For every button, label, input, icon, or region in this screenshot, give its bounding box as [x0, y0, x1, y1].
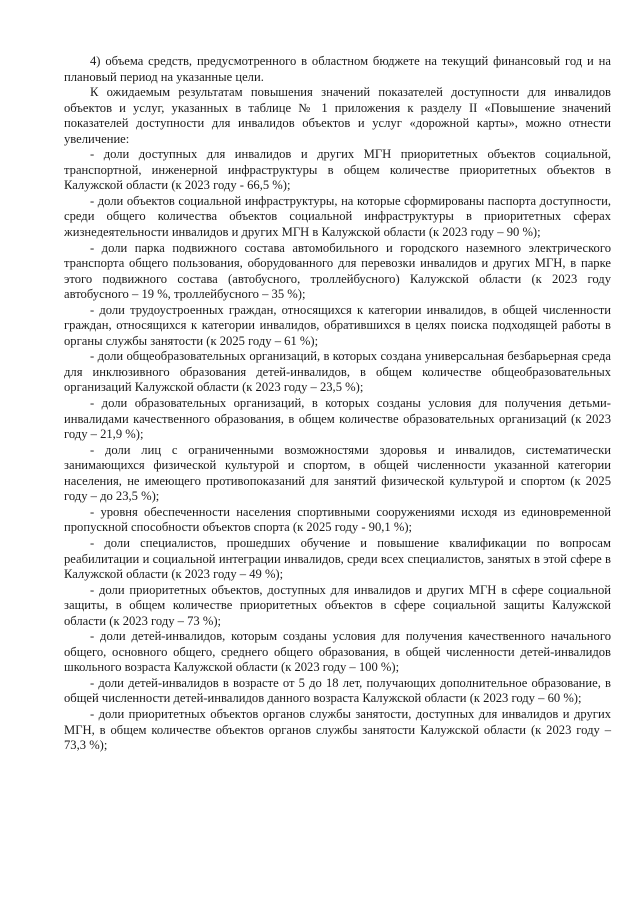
list-item-accessibility-passports: - доли объектов социальной инфраструктуры, на которые сформированы паспорта доступности, среди общего количества объектов социальной инфраструктуры в приоритетных сферах жизнедеятельности инвалидов и других МГН в Калужской области (к 2023 году – 90 %);	[64, 193, 611, 240]
list-item-employment-service-objects: - доли приоритетных объектов органов службы занятости, доступных для инвалидов и других МГН, в общем количестве объектов органов службы занятости Калужской области (к 2023 году – 73,3 %);	[64, 706, 611, 753]
list-item-specialists-training: - доли специалистов, прошедших обучение и повышение квалификации по вопросам реабилитации и социальной интеграции инвалидов, среди всех специалистов, занятых в этой сфере в Калужской области (к 2023 году – 49 %);	[64, 535, 611, 582]
list-item-general-education: - доли общеобразовательных организаций, в которых создана универсальная безбарьерная среда для инклюзивного образования детей-инвалидов, в общем количестве общеобразовательных организаций Калужской области (к 2023 году – 23,5 %);	[64, 349, 611, 395]
list-item-physical-culture: - доли лиц с ограниченными возможностями здоровья и инвалидов, систематически занимающихся физической культурой и спортом, в общей численности указанной категории населения, не имеющего противопоказаний для занятий физической культурой и спортом (к 2025 году – до 23,5 %);	[64, 442, 611, 504]
list-item-transport-fleet: - доли парка подвижного состава автомобильного и городского наземного электрического транспорта общего пользования, оборудованного для перевозки инвалидов и других МГН, в парке этого подвижного состава (автобусного, троллейбусного) Калужской области (к 2023 году автобусного – 19 %, троллейбусного – 35 %);	[64, 240, 611, 302]
list-item-social-protection-objects: - доли приоритетных объектов, доступных для инвалидов и других МГН в сфере социальной защиты, в общем количестве приоритетных объектов в сфере социальной защиты Калужской области (к 2023 году – 73 %);	[64, 582, 611, 628]
paragraph-expected-results: К ожидаемым результатам повышения значений показателей доступности для инвалидов объектов и услуг, указанных в таблице № 1 приложения к разделу II «Повышение значений показателей доступности для инвалидов объектов и услуг «дорожной карты», можно отнести увеличение:	[64, 85, 611, 146]
list-item-sports-facilities: - уровня обеспеченности населения спортивными сооружениями исходя из единовременной пропускной способности объектов спорта (к 2025 году - 90,1 %);	[64, 504, 611, 535]
list-item-employed-citizens: - доли трудоустроенных граждан, относящихся к категории инвалидов, в общей численности граждан, относящихся к категории инвалидов, обратившихся в целях поиска подходящей работы в органы службы занятости (к 2025 году – 61 %);	[64, 302, 611, 348]
list-item-school-education: - доли детей-инвалидов, которым созданы условия для получения качественного начального общего, основного общего, среднего общего образования, в общей численности детей-инвалидов школьного возраста Калужской области (к 2023 году – 100 %);	[64, 629, 611, 675]
list-item-additional-education: - доли детей-инвалидов в возрасте от 5 до 18 лет, получающих дополнительное образование, в общей численности детей-инвалидов данного возраста Калужской области (к 2023 году – 60 %);	[64, 675, 611, 706]
paragraph-budget-volume: 4) объема средств, предусмотренного в областном бюджете на текущий финансовый год и на плановый период на указанные цели.	[64, 54, 611, 84]
document-page	[64, 54, 611, 754]
list-item-educational-organizations: - доли образовательных организаций, в которых созданы условия для получения детьми-инвалидами качественного образования, в общем количестве образовательных организаций (к 2023 году – 21,9 %);	[64, 396, 611, 442]
list-item-priority-objects: - доли доступных для инвалидов и других МГН приоритетных объектов социальной, транспортной, инженерной инфраструктуры в общем количестве приоритетных объектов в Калужской области (к 2023 году - 66,5 %);	[64, 147, 611, 193]
